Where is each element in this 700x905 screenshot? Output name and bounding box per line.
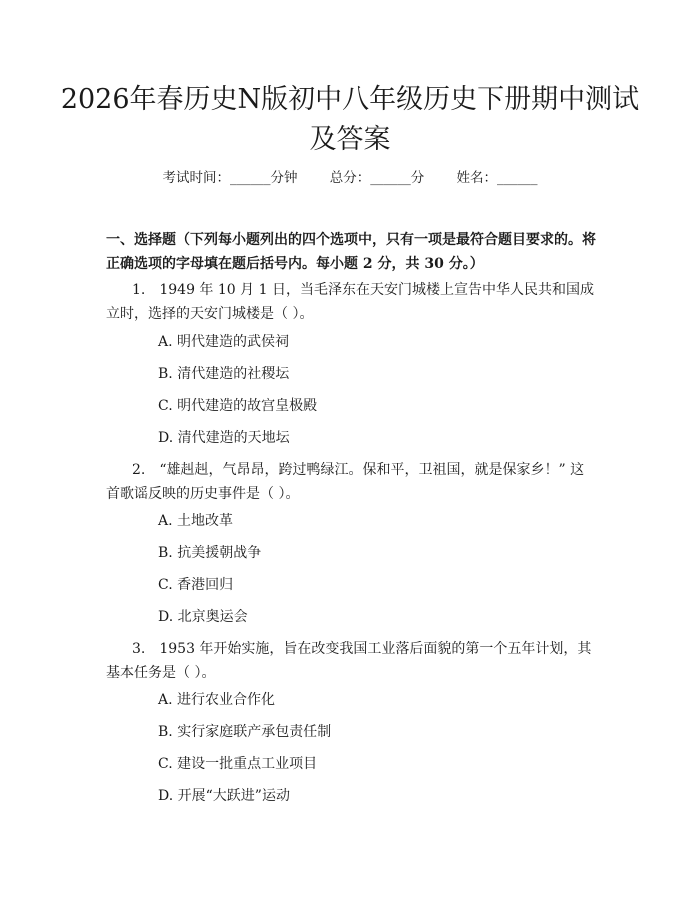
document-title: 2026年春历史N版初中八年级历史下册期中测试及答案 <box>60 84 640 155</box>
student-name-field: 姓名：______ <box>456 170 538 186</box>
section-heading: 一、选择题（下列每小题列出的四个选项中，只有一项是最符合题目要求的。将正确选项的字母填在题后括号内。每小题 2 分，共 30 分。） <box>106 232 596 272</box>
question-3-option-c: C. 建设一批重点工业项目 <box>158 756 318 772</box>
question-2-option-c: C. 香港回归 <box>158 577 234 593</box>
total-score-field: 总分：______分 <box>329 170 425 186</box>
question-3-option-b: B. 实行家庭联产承包责任制 <box>158 724 332 740</box>
question-1-option-a: A. 明代建造的武侯祠 <box>158 334 290 350</box>
question-2-option-b: B. 抗美援朝战争 <box>158 545 262 561</box>
question-3-option-d: D. 开展“大跃进”运动 <box>158 788 290 804</box>
question-3: 3. 1953 年开始实施，旨在改变我国工业落后面貌的第一个五年计划，其基本任务是（ ）。 <box>106 641 592 681</box>
question-3-option-a: A. 进行农业合作化 <box>158 692 276 708</box>
question-1: 1. 1949 年 10 月 1 日，当毛泽东在天安门城楼上宣告中华人民共和国成立时，选择的天安门城楼是（ ）。 <box>106 282 594 322</box>
question-2-option-a: A. 土地改革 <box>158 513 234 529</box>
question-1-option-c: C. 明代建造的故宫皇极殿 <box>158 398 318 414</box>
question-2-option-d: D. 北京奥运会 <box>158 609 248 625</box>
question-1-option-b: B. 清代建造的社稷坛 <box>158 366 290 382</box>
exam-time-field: 考试时间：______分钟 <box>162 170 298 186</box>
question-1-option-d: D. 清代建造的天地坛 <box>158 430 290 446</box>
exam-info-line <box>0 168 700 188</box>
question-2: 2. “雄赳赳，气昂昂，跨过鸭绿江。保和平，卫祖国，就是保家乡！” 这首歌谣反映的历史事件是（ ）。 <box>106 462 585 502</box>
